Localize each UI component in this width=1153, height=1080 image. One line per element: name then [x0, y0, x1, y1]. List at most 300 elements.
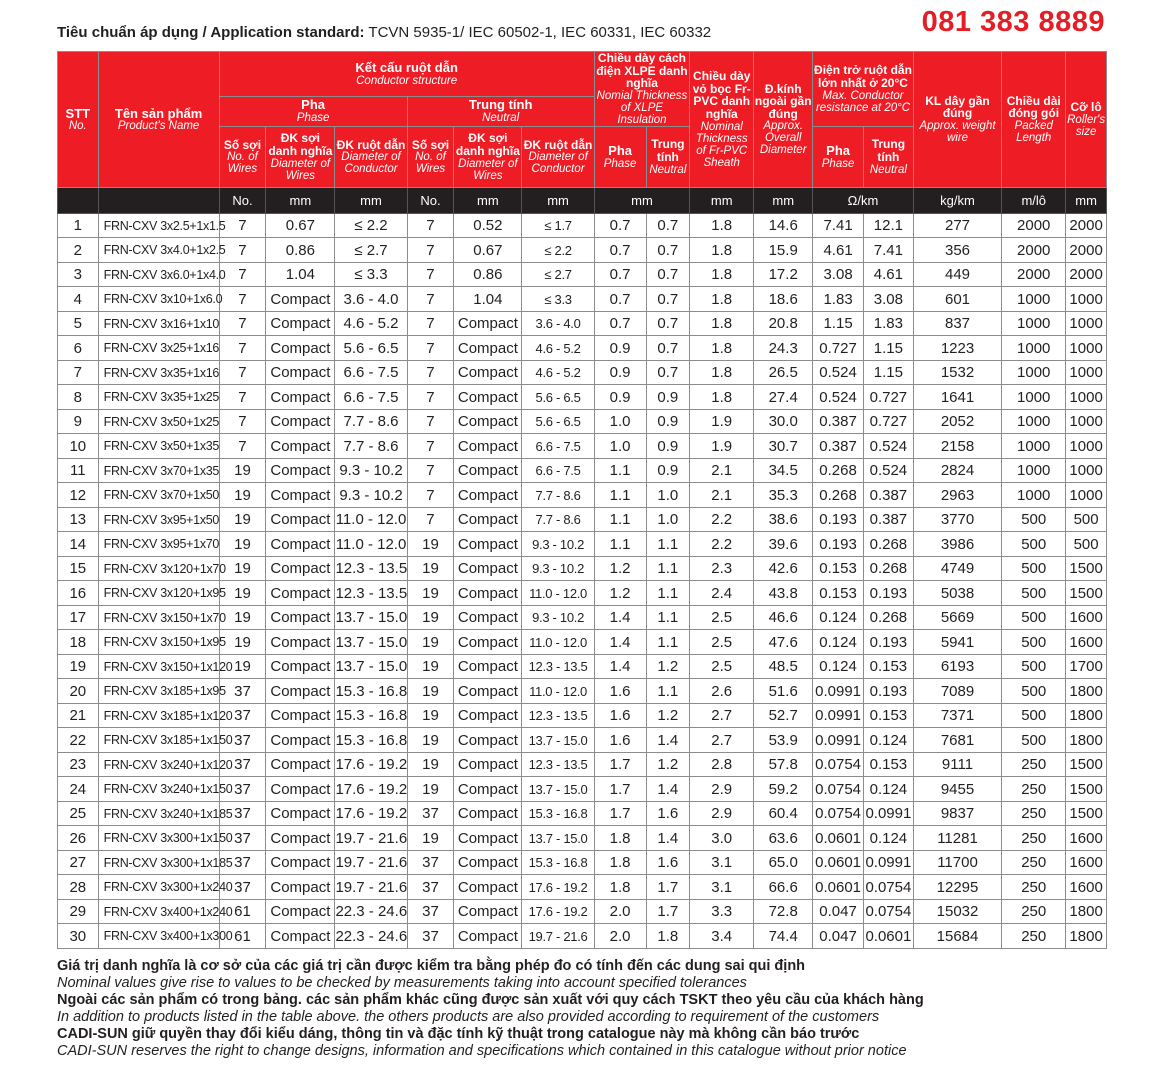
cell-product-name: FRN-CXV 3x240+1x120	[98, 752, 219, 777]
cell-neutral-wire-diameter: Compact	[454, 581, 522, 606]
cell-neutral-conductor-diameter: 19.7 - 21.6	[522, 924, 594, 949]
cell-neutral-conductor-diameter: 6.6 - 7.5	[522, 458, 594, 483]
cell-res-phase: 0.124	[813, 605, 864, 630]
cell-packed-length: 1000	[1002, 409, 1066, 434]
cell-weight: 356	[913, 238, 1001, 263]
cell-sheath: 2.5	[690, 654, 754, 679]
cell-res-phase: 0.387	[813, 409, 864, 434]
cell-res-neutral: 0.524	[863, 458, 913, 483]
cell-overall-diameter: 66.6	[754, 875, 813, 900]
cell-xlpe-neutral: 0.7	[646, 311, 690, 336]
cell-res-neutral: 0.387	[863, 507, 913, 532]
cell-phase-wires: 19	[219, 581, 266, 606]
cell-packed-length: 250	[1002, 752, 1066, 777]
cell-roller-size: 1000	[1066, 385, 1107, 410]
cell-roller-size: 1700	[1066, 654, 1107, 679]
cell-neutral-conductor-diameter: 11.0 - 12.0	[522, 679, 594, 704]
cell-weight: 15684	[913, 924, 1001, 949]
col-max-resistance: Điện trở ruột dẫn lớn nhất ở 20°C Max. Conductor resistance at 20°C	[813, 52, 914, 127]
unit-wire-dia-phase: mm	[266, 187, 335, 213]
note-rights-en: CADI-SUN reserves the right to change designs, information and specifications which contained in this catalogue without prior notice	[57, 1043, 907, 1059]
cell-phase-wire-diameter: Compact	[266, 630, 335, 655]
cell-product-name: FRN-CXV 3x50+1x25	[98, 409, 219, 434]
table-row	[58, 654, 1107, 679]
cell-roller-size: 1800	[1066, 924, 1107, 949]
cell-packed-length: 250	[1002, 899, 1066, 924]
cell-phase-wire-diameter: Compact	[266, 507, 335, 532]
table-row	[58, 801, 1107, 826]
unit-packed: m/lô	[1002, 187, 1066, 213]
cell-roller-size: 1000	[1066, 434, 1107, 459]
cell-overall-diameter: 15.9	[754, 238, 813, 263]
cell-phase-conductor-diameter: 22.3 - 24.6	[335, 899, 407, 924]
cell-res-phase: 0.524	[813, 385, 864, 410]
cell-product-name: FRN-CXV 3x300+1x240	[98, 875, 219, 900]
cell-phase-conductor-diameter: 19.7 - 21.6	[335, 826, 407, 851]
cell-phase-wires: 7	[219, 385, 266, 410]
cell-overall-diameter: 59.2	[754, 777, 813, 802]
application-standard	[57, 24, 711, 41]
cell-product-name: FRN-CXV 3x240+1x185	[98, 801, 219, 826]
cell-neutral-conductor-diameter: 11.0 - 12.0	[522, 630, 594, 655]
cell-phase-wires: 7	[219, 409, 266, 434]
cell-neutral-wires: 7	[407, 311, 454, 336]
col-sheath-thickness: Chiều dày vỏ bọc Fr-PVC danh nghĩa Nominal Thickness of Fr-PVC Sheath	[690, 52, 754, 188]
cell-stt: 28	[58, 875, 99, 900]
cell-phase-wires: 19	[219, 605, 266, 630]
cell-neutral-wires: 19	[407, 581, 454, 606]
col-neutral-group: Trung tính Neutral	[407, 96, 594, 126]
cell-res-neutral: 3.08	[863, 287, 913, 312]
cell-sheath: 1.8	[690, 213, 754, 238]
table-row	[58, 336, 1107, 361]
note-other-products-vi: Ngoài các sản phẩm có trong bảng. các sản phẩm khác cũng được sản xuất với quy cách TSKT theo yêu cầu của khách hàng	[57, 992, 924, 1008]
cell-packed-length: 500	[1002, 532, 1066, 557]
cell-packed-length: 500	[1002, 654, 1066, 679]
cell-neutral-wires: 37	[407, 924, 454, 949]
cell-res-neutral: 0.193	[863, 679, 913, 704]
cell-neutral-conductor-diameter: 13.7 - 15.0	[522, 777, 594, 802]
cell-phase-conductor-diameter: 6.6 - 7.5	[335, 360, 407, 385]
cell-xlpe-phase: 0.7	[594, 213, 646, 238]
cell-xlpe-phase: 0.7	[594, 311, 646, 336]
cell-xlpe-phase: 0.7	[594, 287, 646, 312]
cell-neutral-wire-diameter: Compact	[454, 752, 522, 777]
col-res-neutral: Trung tính Neutral	[863, 126, 913, 187]
cell-stt: 8	[58, 385, 99, 410]
cell-product-name: FRN-CXV 3x120+1x95	[98, 581, 219, 606]
cell-product-name: FRN-CXV 3x400+1x240	[98, 899, 219, 924]
cell-neutral-conductor-diameter: 3.6 - 4.0	[522, 311, 594, 336]
cell-sheath: 2.9	[690, 777, 754, 802]
cell-product-name: FRN-CXV 3x400+1x300	[98, 924, 219, 949]
cell-neutral-wires: 37	[407, 875, 454, 900]
cell-phase-wire-diameter: Compact	[266, 679, 335, 704]
cell-xlpe-neutral: 1.6	[646, 850, 690, 875]
cell-sheath: 2.2	[690, 532, 754, 557]
cell-res-phase: 0.268	[813, 483, 864, 508]
col-phase-wires: Số sợi No. of Wires	[219, 126, 266, 187]
cell-neutral-wire-diameter: Compact	[454, 654, 522, 679]
cell-xlpe-phase: 0.7	[594, 238, 646, 263]
cell-xlpe-phase: 1.4	[594, 654, 646, 679]
cell-neutral-wire-diameter: Compact	[454, 507, 522, 532]
cell-weight: 7681	[913, 728, 1001, 753]
unit-cond-dia-neutral: mm	[522, 187, 594, 213]
cell-phase-wire-diameter: Compact	[266, 581, 335, 606]
cell-phase-wires: 37	[219, 679, 266, 704]
cell-neutral-wire-diameter: Compact	[454, 899, 522, 924]
cell-res-neutral: 1.15	[863, 360, 913, 385]
cell-phase-conductor-diameter: 12.3 - 13.5	[335, 581, 407, 606]
cell-overall-diameter: 53.9	[754, 728, 813, 753]
cell-phase-wires: 37	[219, 777, 266, 802]
cell-product-name: FRN-CXV 3x70+1x50	[98, 483, 219, 508]
cell-phase-wires: 37	[219, 801, 266, 826]
cell-xlpe-phase: 1.6	[594, 728, 646, 753]
cell-phase-conductor-diameter: 13.7 - 15.0	[335, 630, 407, 655]
cell-xlpe-phase: 1.8	[594, 826, 646, 851]
cell-neutral-wire-diameter: Compact	[454, 703, 522, 728]
cell-overall-diameter: 20.8	[754, 311, 813, 336]
cell-xlpe-neutral: 0.7	[646, 262, 690, 287]
cell-neutral-wire-diameter: Compact	[454, 556, 522, 581]
cell-xlpe-phase: 1.1	[594, 483, 646, 508]
cell-neutral-wire-diameter: 0.67	[454, 238, 522, 263]
cell-xlpe-neutral: 1.2	[646, 654, 690, 679]
cell-phase-conductor-diameter: 22.3 - 24.6	[335, 924, 407, 949]
unit-resistance: Ω/km	[813, 187, 914, 213]
cell-phase-wire-diameter: 1.04	[266, 262, 335, 287]
cell-phase-wire-diameter: Compact	[266, 385, 335, 410]
cell-overall-diameter: 47.6	[754, 630, 813, 655]
cell-phase-wire-diameter: Compact	[266, 311, 335, 336]
cell-packed-length: 500	[1002, 679, 1066, 704]
cell-weight: 837	[913, 311, 1001, 336]
cell-res-phase: 0.0601	[813, 850, 864, 875]
cell-product-name: FRN-CXV 3x240+1x150	[98, 777, 219, 802]
cell-neutral-conductor-diameter: 17.6 - 19.2	[522, 899, 594, 924]
cell-weight: 449	[913, 262, 1001, 287]
cell-phase-wires: 19	[219, 556, 266, 581]
cell-stt: 26	[58, 826, 99, 851]
cell-res-phase: 0.0754	[813, 801, 864, 826]
cell-stt: 17	[58, 605, 99, 630]
cell-roller-size: 1600	[1066, 605, 1107, 630]
cell-roller-size: 1000	[1066, 360, 1107, 385]
cell-xlpe-neutral: 1.1	[646, 532, 690, 557]
cell-phase-conductor-diameter: 15.3 - 16.8	[335, 728, 407, 753]
cell-res-phase: 0.727	[813, 336, 864, 361]
cell-neutral-wires: 7	[407, 336, 454, 361]
cell-packed-length: 2000	[1002, 213, 1066, 238]
cell-phase-wires: 7	[219, 262, 266, 287]
cell-neutral-wire-diameter: Compact	[454, 605, 522, 630]
cell-phase-wires: 19	[219, 458, 266, 483]
cell-neutral-conductor-diameter: 6.6 - 7.5	[522, 434, 594, 459]
cell-res-neutral: 0.524	[863, 434, 913, 459]
cell-packed-length: 1000	[1002, 483, 1066, 508]
cell-product-name: FRN-CXV 3x2.5+1x1.5	[98, 213, 219, 238]
cell-product-name: FRN-CXV 3x6.0+1x4.0	[98, 262, 219, 287]
cell-weight: 9837	[913, 801, 1001, 826]
cell-overall-diameter: 30.0	[754, 409, 813, 434]
notes	[57, 958, 924, 1060]
cell-roller-size: 1000	[1066, 483, 1107, 508]
cell-phase-wire-diameter: Compact	[266, 826, 335, 851]
cell-xlpe-phase: 1.4	[594, 630, 646, 655]
cell-sheath: 2.5	[690, 630, 754, 655]
cell-packed-length: 250	[1002, 826, 1066, 851]
cell-packed-length: 250	[1002, 850, 1066, 875]
cell-roller-size: 1600	[1066, 875, 1107, 900]
cell-phase-conductor-diameter: 4.6 - 5.2	[335, 311, 407, 336]
phone-number: 081 383 8889	[921, 6, 1105, 38]
cell-res-neutral: 0.268	[863, 556, 913, 581]
cell-phase-wires: 37	[219, 752, 266, 777]
cell-stt: 20	[58, 679, 99, 704]
cell-res-neutral: 0.268	[863, 605, 913, 630]
cell-neutral-wire-diameter: Compact	[454, 483, 522, 508]
cell-stt: 29	[58, 899, 99, 924]
cell-neutral-conductor-diameter: ≤ 1.7	[522, 213, 594, 238]
cell-phase-wire-diameter: Compact	[266, 287, 335, 312]
cell-weight: 5038	[913, 581, 1001, 606]
cell-product-name: FRN-CXV 3x95+1x50	[98, 507, 219, 532]
cell-xlpe-phase: 1.1	[594, 507, 646, 532]
cell-stt: 4	[58, 287, 99, 312]
cell-product-name: FRN-CXV 3x150+1x120	[98, 654, 219, 679]
cell-phase-wires: 37	[219, 703, 266, 728]
cell-phase-wires: 37	[219, 850, 266, 875]
cell-weight: 277	[913, 213, 1001, 238]
cell-roller-size: 1500	[1066, 801, 1107, 826]
col-packed-length: Chiều dài đóng gói Packed Length	[1002, 52, 1066, 188]
cell-sheath: 2.2	[690, 507, 754, 532]
cell-phase-wire-diameter: Compact	[266, 875, 335, 900]
cell-res-phase: 0.524	[813, 360, 864, 385]
cell-neutral-wires: 7	[407, 409, 454, 434]
cell-neutral-wires: 19	[407, 826, 454, 851]
cell-stt: 12	[58, 483, 99, 508]
cell-res-phase: 0.193	[813, 532, 864, 557]
cell-phase-conductor-diameter: 7.7 - 8.6	[335, 434, 407, 459]
cell-roller-size: 2000	[1066, 262, 1107, 287]
cell-res-phase: 0.193	[813, 507, 864, 532]
cell-stt: 18	[58, 630, 99, 655]
cell-roller-size: 1500	[1066, 752, 1107, 777]
col-weight: KL dây gần đúng Approx. weight wire	[913, 52, 1001, 188]
cell-product-name: FRN-CXV 3x4.0+1x2.5	[98, 238, 219, 263]
col-overall-diameter: Đ.kính ngoài gần đúng Approx. Overall Diameter	[754, 52, 813, 188]
cell-phase-wire-diameter: Compact	[266, 360, 335, 385]
table-row	[58, 434, 1107, 459]
cell-weight: 11700	[913, 850, 1001, 875]
cell-neutral-wires: 7	[407, 360, 454, 385]
cell-sheath: 1.8	[690, 336, 754, 361]
cell-roller-size: 2000	[1066, 213, 1107, 238]
cell-weight: 601	[913, 287, 1001, 312]
cell-packed-length: 1000	[1002, 385, 1066, 410]
cell-sheath: 2.7	[690, 728, 754, 753]
cell-sheath: 2.5	[690, 605, 754, 630]
cell-sheath: 3.0	[690, 826, 754, 851]
cell-packed-length: 250	[1002, 777, 1066, 802]
cell-sheath: 1.8	[690, 360, 754, 385]
cell-roller-size: 1800	[1066, 679, 1107, 704]
cell-product-name: FRN-CXV 3x35+1x16	[98, 360, 219, 385]
cell-xlpe-neutral: 1.2	[646, 703, 690, 728]
cell-overall-diameter: 30.7	[754, 434, 813, 459]
col-phase-conductor-diameter: ĐK ruột dẫn Diameter of Conductor	[335, 126, 407, 187]
cell-overall-diameter: 42.6	[754, 556, 813, 581]
cell-res-phase: 0.153	[813, 556, 864, 581]
cell-phase-wire-diameter: 0.67	[266, 213, 335, 238]
cell-xlpe-neutral: 1.7	[646, 875, 690, 900]
cell-stt: 14	[58, 532, 99, 557]
cell-weight: 9111	[913, 752, 1001, 777]
cell-sheath: 3.1	[690, 850, 754, 875]
cell-product-name: FRN-CXV 3x35+1x25	[98, 385, 219, 410]
cell-neutral-conductor-diameter: 4.6 - 5.2	[522, 336, 594, 361]
unit-wires-phase: No.	[219, 187, 266, 213]
cell-weight: 1641	[913, 385, 1001, 410]
cell-neutral-wires: 19	[407, 532, 454, 557]
cell-roller-size: 1000	[1066, 409, 1107, 434]
cell-xlpe-phase: 1.7	[594, 801, 646, 826]
cell-packed-length: 1000	[1002, 336, 1066, 361]
cell-packed-length: 2000	[1002, 262, 1066, 287]
cell-neutral-wire-diameter: Compact	[454, 336, 522, 361]
cell-phase-wires: 7	[219, 336, 266, 361]
cell-phase-conductor-diameter: 9.3 - 10.2	[335, 483, 407, 508]
cell-neutral-wires: 19	[407, 728, 454, 753]
unit-weight: kg/km	[913, 187, 1001, 213]
cell-neutral-wire-diameter: Compact	[454, 777, 522, 802]
cell-neutral-wires: 7	[407, 507, 454, 532]
cell-neutral-wires: 19	[407, 703, 454, 728]
cell-res-phase: 1.15	[813, 311, 864, 336]
cell-phase-wire-diameter: Compact	[266, 434, 335, 459]
cell-neutral-conductor-diameter: 13.7 - 15.0	[522, 826, 594, 851]
table-row	[58, 777, 1107, 802]
table-row	[58, 728, 1107, 753]
cell-xlpe-phase: 1.4	[594, 605, 646, 630]
cell-neutral-wire-diameter: Compact	[454, 434, 522, 459]
cell-phase-wire-diameter: Compact	[266, 899, 335, 924]
unit-roller: mm	[1066, 187, 1107, 213]
cell-neutral-wires: 19	[407, 777, 454, 802]
cell-xlpe-neutral: 1.1	[646, 605, 690, 630]
cell-xlpe-phase: 0.7	[594, 262, 646, 287]
table-row	[58, 311, 1107, 336]
cell-overall-diameter: 14.6	[754, 213, 813, 238]
cell-product-name: FRN-CXV 3x300+1x150	[98, 826, 219, 851]
cell-product-name: FRN-CXV 3x185+1x95	[98, 679, 219, 704]
cell-res-neutral: 0.193	[863, 581, 913, 606]
cell-roller-size: 1800	[1066, 728, 1107, 753]
cell-neutral-conductor-diameter: 15.3 - 16.8	[522, 801, 594, 826]
cell-xlpe-phase: 2.0	[594, 924, 646, 949]
cell-neutral-wires: 7	[407, 483, 454, 508]
cell-stt: 10	[58, 434, 99, 459]
cell-xlpe-neutral: 1.1	[646, 581, 690, 606]
cell-phase-wires: 19	[219, 532, 266, 557]
cell-overall-diameter: 26.5	[754, 360, 813, 385]
cell-xlpe-phase: 1.8	[594, 875, 646, 900]
cell-phase-wires: 61	[219, 899, 266, 924]
table-row	[58, 605, 1107, 630]
cell-phase-conductor-diameter: 11.0 - 12.0	[335, 532, 407, 557]
cell-phase-conductor-diameter: 19.7 - 21.6	[335, 850, 407, 875]
cell-neutral-conductor-diameter: 9.3 - 10.2	[522, 605, 594, 630]
cell-weight: 6193	[913, 654, 1001, 679]
cell-packed-length: 1000	[1002, 434, 1066, 459]
cell-neutral-conductor-diameter: 4.6 - 5.2	[522, 360, 594, 385]
cell-stt: 19	[58, 654, 99, 679]
cell-res-neutral: 0.727	[863, 385, 913, 410]
cell-res-neutral: 0.0991	[863, 801, 913, 826]
cell-sheath: 2.1	[690, 483, 754, 508]
cell-xlpe-neutral: 1.8	[646, 924, 690, 949]
cell-sheath: 2.3	[690, 556, 754, 581]
cell-phase-wire-diameter: 0.86	[266, 238, 335, 263]
cell-stt: 23	[58, 752, 99, 777]
cell-xlpe-neutral: 0.7	[646, 238, 690, 263]
cell-neutral-conductor-diameter: 9.3 - 10.2	[522, 532, 594, 557]
cell-res-neutral: 1.15	[863, 336, 913, 361]
cell-product-name: FRN-CXV 3x300+1x185	[98, 850, 219, 875]
cell-packed-length: 500	[1002, 581, 1066, 606]
cell-res-phase: 0.268	[813, 458, 864, 483]
cell-res-phase: 0.153	[813, 581, 864, 606]
cell-phase-conductor-diameter: 9.3 - 10.2	[335, 458, 407, 483]
cell-xlpe-neutral: 1.7	[646, 899, 690, 924]
cell-phase-wires: 7	[219, 287, 266, 312]
cell-stt: 22	[58, 728, 99, 753]
cell-sheath: 1.9	[690, 409, 754, 434]
cell-overall-diameter: 38.6	[754, 507, 813, 532]
cell-overall-diameter: 17.2	[754, 262, 813, 287]
cell-phase-conductor-diameter: ≤ 2.2	[335, 213, 407, 238]
cell-neutral-wires: 7	[407, 238, 454, 263]
cell-res-neutral: 0.268	[863, 532, 913, 557]
cell-phase-wire-diameter: Compact	[266, 728, 335, 753]
col-product-name: Tên sản phẩm Product's Name	[98, 52, 219, 188]
cell-overall-diameter: 52.7	[754, 703, 813, 728]
cell-xlpe-phase: 1.6	[594, 679, 646, 704]
table-row	[58, 507, 1107, 532]
cell-neutral-wires: 19	[407, 679, 454, 704]
standard-label: Tiêu chuẩn áp dụng / Application standard:	[57, 24, 365, 41]
cell-neutral-wires: 37	[407, 801, 454, 826]
col-neutral-wires: Số sợi No. of Wires	[407, 126, 454, 187]
cell-product-name: FRN-CXV 3x185+1x120	[98, 703, 219, 728]
cell-res-neutral: 0.0754	[863, 875, 913, 900]
cell-overall-diameter: 46.6	[754, 605, 813, 630]
cell-neutral-wires: 19	[407, 556, 454, 581]
cell-weight: 15032	[913, 899, 1001, 924]
cell-res-phase: 0.387	[813, 434, 864, 459]
cell-phase-wires: 37	[219, 728, 266, 753]
cell-res-phase: 0.124	[813, 654, 864, 679]
cell-xlpe-phase: 1.2	[594, 556, 646, 581]
cell-phase-conductor-diameter: 7.7 - 8.6	[335, 409, 407, 434]
cell-sheath: 1.8	[690, 311, 754, 336]
table-row	[58, 458, 1107, 483]
cell-weight: 3770	[913, 507, 1001, 532]
cell-neutral-wire-diameter: 0.52	[454, 213, 522, 238]
